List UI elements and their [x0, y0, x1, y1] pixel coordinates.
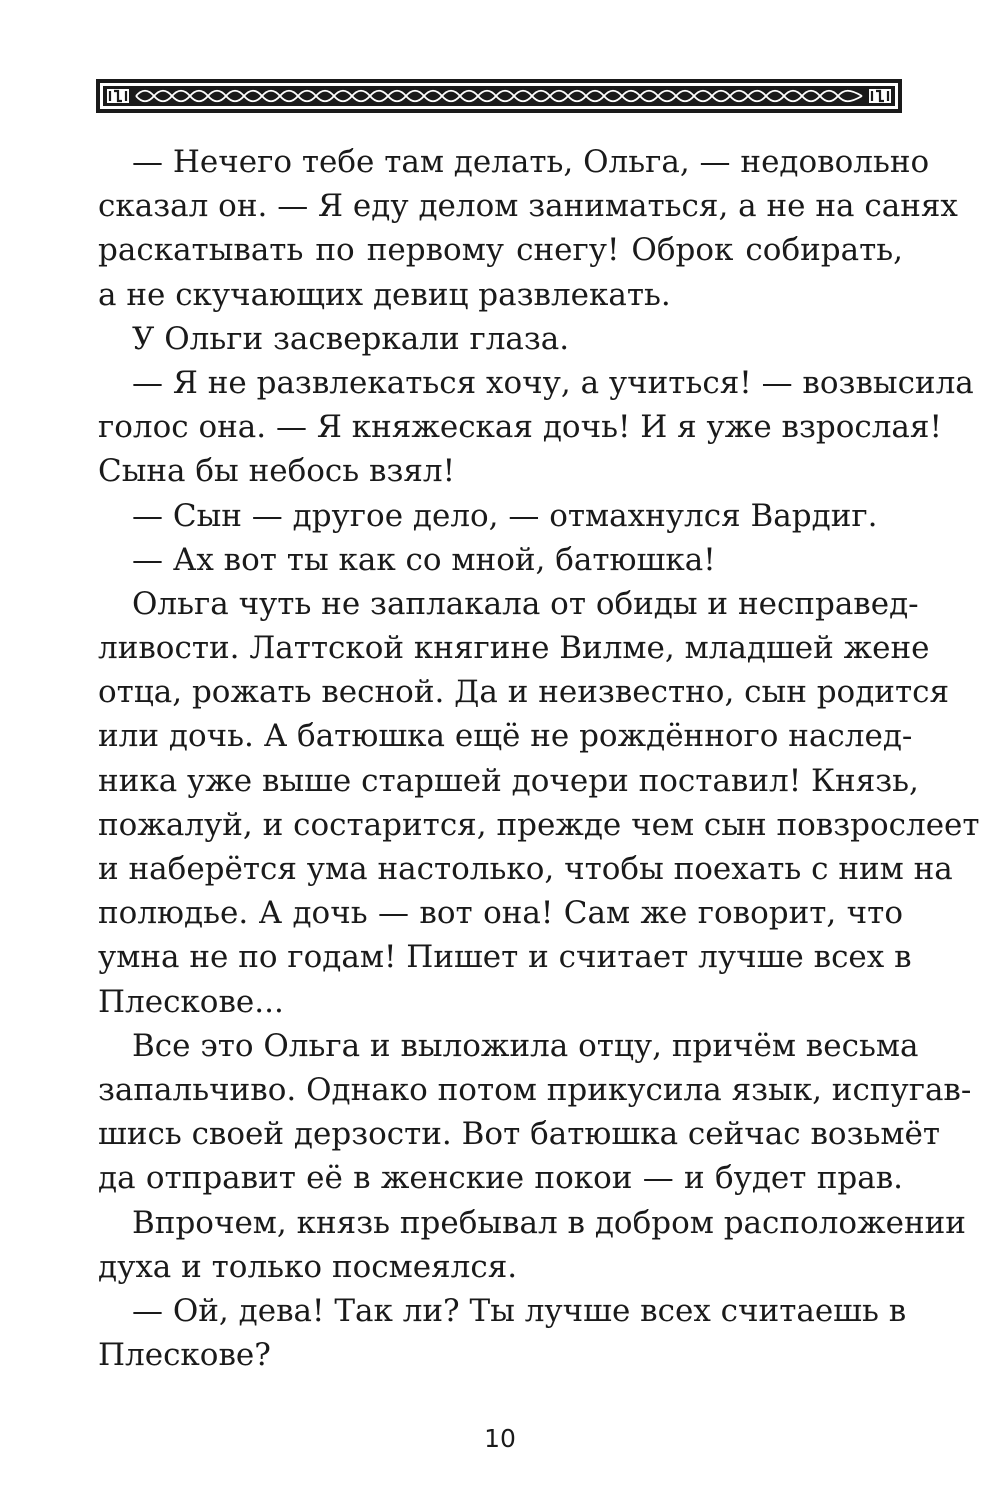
text-line: шись своей дерзости. Вот батюшка сейчас возьмёт [98, 1116, 940, 1153]
text-line: Плескове... [98, 983, 284, 1020]
text-line: а не скучающих девиц развлекать. [98, 276, 671, 313]
text-line: отца, рожать весной. Да и неизвестно, сын родится [98, 674, 950, 711]
text-line: — Нечего тебе там делать, Ольга, — недовольно [132, 144, 930, 180]
text-line: да отправит её в женские покои — и будет прав. [98, 1160, 903, 1197]
text-line: раскатывать по первому снегу! Оброк собирать, [98, 232, 903, 269]
ornamental-header-border [96, 79, 902, 113]
text-line: — Я не развлекаться хочу, а учиться! — возвысила [132, 364, 974, 401]
text-line: Плескове? [98, 1337, 271, 1374]
text-line: или дочь. А батюшка ещё не рождённого наслед- [98, 718, 913, 755]
text-line: полюдье. А дочь — вот она! Сам же говорит, что [98, 895, 903, 932]
text-line: и наберётся ума настолько, чтобы поехать с ним на [98, 851, 953, 887]
text-line: Впрочем, князь пребывал в добром расположении [132, 1204, 966, 1241]
left-knot-icon [107, 89, 129, 103]
text-line: голос она. — Я княжеская дочь! И я уже взрослая! [98, 409, 942, 446]
text-line: ливости. Латтской княгине Вилме, младшей жене [98, 630, 930, 667]
text-line: — Ах вот ты как со мной, батюшка! [132, 541, 716, 578]
text-line: запальчиво. Однако потом прикусила язык, испугав- [98, 1071, 972, 1108]
text-line: Ольга чуть не заплакала от обиды и несправед- [132, 585, 919, 622]
text-line: умна не по годам! Пишет и считает лучше всех в [98, 939, 912, 976]
text-line: Сына бы небось взял! [98, 453, 456, 490]
text-line: сказал он. — Я еду делом заниматься, а не на санях [98, 188, 958, 225]
text-line: Все это Ольга и выложила отцу, причём весьма [132, 1027, 919, 1064]
right-knot-icon [869, 89, 891, 103]
page-number: 10 [484, 1424, 516, 1453]
text-line: — Сын — другое дело, — отмахнулся Вардиг. [132, 497, 878, 534]
text-line: духа и только посмеялся. [98, 1248, 518, 1285]
text-line: У Ольги засверкали глаза. [132, 320, 570, 357]
body-text [98, 140, 980, 1377]
text-line: пожалуй, и состарится, прежде чем сын повзрослеет [98, 806, 980, 843]
text-line: ника уже выше старшей дочери поставил! Князь, [98, 762, 919, 799]
text-line: — Ой, дева! Так ли? Ты лучше всех считаешь в [132, 1292, 907, 1329]
